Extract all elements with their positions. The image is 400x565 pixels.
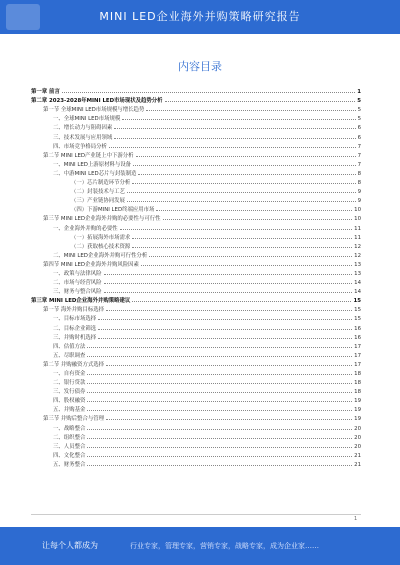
toc-entry-page: 10 xyxy=(354,216,361,223)
toc-entry-page: 21 xyxy=(354,452,361,459)
toc-entry-title: 第二节 并购融资方式选择 xyxy=(43,361,105,368)
toc-entry-title: 第三章 MINI LED企业海外并购策略建议 xyxy=(31,298,131,305)
toc-entry-title: 二、银行贷款 xyxy=(53,380,86,387)
toc-entry[interactable] xyxy=(31,232,361,241)
toc-entry[interactable] xyxy=(31,368,361,377)
dot-leader xyxy=(62,92,355,93)
toc-entry-page: 10 xyxy=(354,207,361,214)
toc-entry-page: 14 xyxy=(354,289,361,296)
toc-entry-title: 第一章 前言 xyxy=(31,89,60,96)
dot-leader xyxy=(87,347,352,348)
toc-entry-page: 17 xyxy=(354,352,361,359)
toc-entry-page: 8 xyxy=(357,180,361,187)
toc-entry-title: 二、市场与经营风险 xyxy=(53,280,102,287)
toc-entry-title: （二）获取核心技术资源 xyxy=(71,243,131,250)
dot-leader xyxy=(132,238,352,239)
toc-entry[interactable] xyxy=(31,141,361,150)
toc-entry-page: 8 xyxy=(357,170,361,177)
toc-entry[interactable] xyxy=(31,268,361,277)
document-title: MINI LED企业海外并购策略研究报告 xyxy=(99,10,301,23)
header-banner xyxy=(0,0,400,34)
toc-entry-title: 一、自有资金 xyxy=(53,371,86,377)
toc-entry-page: 21 xyxy=(354,461,361,468)
toc-entry-title: 四、股权融资 xyxy=(53,398,86,405)
toc-entry-page: 19 xyxy=(354,398,361,405)
toc-entry-page: 15 xyxy=(353,298,361,305)
toc-entry-title: 四、估值方法 xyxy=(53,343,86,350)
toc-entry[interactable] xyxy=(31,204,361,213)
toc-entry-page: 14 xyxy=(354,280,361,287)
toc-entry[interactable] xyxy=(31,186,361,195)
toc-entry-page: 16 xyxy=(354,334,361,341)
toc-entry-page: 19 xyxy=(354,407,361,414)
toc-entry-title: 三、财务与整合风险 xyxy=(53,289,102,296)
toc-entry-page: 12 xyxy=(354,243,361,250)
toc-entry-page: 12 xyxy=(354,252,361,259)
toc-entry[interactable] xyxy=(31,259,361,268)
toc-entry-page: 11 xyxy=(354,225,361,232)
toc-entry[interactable] xyxy=(31,422,361,431)
dot-leader xyxy=(136,156,356,157)
toc-entry-title: 三、人员整合 xyxy=(53,443,86,450)
toc-entry-page: 13 xyxy=(354,261,361,268)
toc-entry-title: 一、全球MINI LED市场规模 xyxy=(53,116,121,123)
toc-entry[interactable] xyxy=(31,159,361,168)
toc-entry[interactable] xyxy=(31,377,361,386)
toc-entry-title: 一、政策与法律风险 xyxy=(53,270,102,277)
toc-entry-page: 15 xyxy=(354,316,361,323)
toc-entry[interactable] xyxy=(31,213,361,222)
toc-entry-page: 17 xyxy=(354,361,361,368)
toc-entry-title: 五、尽职调查 xyxy=(53,352,86,359)
dot-leader xyxy=(149,256,352,257)
dot-leader xyxy=(106,310,352,311)
toc-entry[interactable] xyxy=(31,222,361,231)
toc-entry[interactable] xyxy=(31,104,361,113)
toc-entry-page: 9 xyxy=(357,189,361,196)
toc-entry-page: 18 xyxy=(354,389,361,396)
dot-leader xyxy=(120,229,352,230)
toc-entry[interactable] xyxy=(31,295,361,304)
toc-entry[interactable] xyxy=(31,113,361,122)
dot-leader xyxy=(87,456,352,457)
toc-entry[interactable] xyxy=(31,341,361,350)
toc-entry[interactable] xyxy=(31,332,361,341)
dot-leader xyxy=(87,429,352,430)
toc-entry[interactable] xyxy=(31,286,361,295)
toc-entry-title: 第三节 MINI LED企业海外并购的必要性与可行性 xyxy=(43,216,161,223)
toc-entry-title: 一、MINI LED上游原材料与设备 xyxy=(53,161,132,168)
toc-entry[interactable] xyxy=(31,350,361,359)
toc-entry-page: 5 xyxy=(357,98,361,105)
dot-leader xyxy=(122,119,355,120)
toc-entry[interactable] xyxy=(31,386,361,395)
toc-entry[interactable] xyxy=(31,395,361,404)
dot-leader xyxy=(87,410,352,411)
toc-entry[interactable] xyxy=(31,413,361,422)
toc-entry-title: （四）下游MINI LED终端应用市场 xyxy=(71,207,155,214)
dot-leader xyxy=(98,329,352,330)
toc-entry-title: 第四节 MINI LED企业海外并购风险因素 xyxy=(43,261,139,268)
toc-entry-title: （三）产业链协同发展 xyxy=(71,198,125,205)
dot-leader xyxy=(98,319,352,320)
toc-entry-page: 19 xyxy=(354,416,361,423)
toc-entry-title: 第一节 海外并购目标选择 xyxy=(43,307,105,314)
toc-entry-page: 7 xyxy=(357,143,361,150)
toc-entry[interactable] xyxy=(31,131,361,140)
dot-leader xyxy=(138,174,355,175)
dot-leader xyxy=(87,374,352,375)
toc-entry[interactable] xyxy=(31,250,361,259)
toc-entry-page: 13 xyxy=(354,270,361,277)
toc-entry[interactable] xyxy=(31,313,361,322)
toc-entry[interactable] xyxy=(31,86,361,95)
toc-entry-title: 五、并购基金 xyxy=(53,407,86,414)
toc-entry-title: （一）芯片制造环节分析 xyxy=(71,180,131,187)
toc-entry-title: （一）拓展海外市场需求 xyxy=(71,234,131,241)
dot-leader xyxy=(87,447,352,448)
dot-leader xyxy=(132,247,352,248)
dot-leader xyxy=(104,283,353,284)
toc-entry[interactable] xyxy=(31,122,361,131)
toc-entry-title: 三、技术发展与应用领域 xyxy=(53,134,113,141)
dot-leader xyxy=(106,365,352,366)
footer-banner xyxy=(0,527,400,565)
toc-entry[interactable] xyxy=(31,304,361,313)
dot-leader xyxy=(163,219,353,220)
toc-entry-page: 18 xyxy=(354,371,361,377)
dot-leader xyxy=(104,274,353,275)
dot-leader xyxy=(106,419,352,420)
toc-entry-page: 9 xyxy=(357,198,361,205)
toc-entry-title: 二、目标企业筛选 xyxy=(53,325,97,332)
toc-entry-page: 15 xyxy=(354,307,361,314)
toc-entry[interactable] xyxy=(31,359,361,368)
toc-entry[interactable] xyxy=(31,177,361,186)
footer-tagline: 行业专家，管理专家，营销专家，战略专家，成为企业家…… xyxy=(130,542,319,550)
toc-entry-title: 三、发行债券 xyxy=(53,389,86,396)
toc-entry-title: 第二节 MINI LED产业链上中下游分析 xyxy=(43,152,134,159)
toc-entry[interactable] xyxy=(31,195,361,204)
toc-heading: 内容目录 xyxy=(178,60,222,73)
toc-entry-page: 6 xyxy=(357,125,361,132)
dot-leader xyxy=(87,401,352,402)
toc-entry-page: 20 xyxy=(354,425,361,432)
toc-entry[interactable] xyxy=(31,95,361,104)
dot-leader xyxy=(109,147,356,148)
dot-leader xyxy=(87,383,352,384)
footer-divider xyxy=(31,514,361,515)
toc-entry-title: 一、目标市场选择 xyxy=(53,316,97,323)
toc-entry-title: 三、并购时机选择 xyxy=(53,334,97,341)
toc-entry-page: 18 xyxy=(354,380,361,387)
toc-entry-title: 五、财务整合 xyxy=(53,461,86,468)
dot-leader xyxy=(127,201,356,202)
table-of-contents xyxy=(31,86,361,468)
dot-leader xyxy=(114,128,355,129)
dot-leader xyxy=(87,438,352,439)
dot-leader xyxy=(127,192,356,193)
dot-leader xyxy=(98,338,352,339)
toc-entry-page: 17 xyxy=(354,343,361,350)
page-number: 1 xyxy=(354,516,358,522)
toc-entry-page: 11 xyxy=(354,234,361,241)
toc-entry-title: 四、文化整合 xyxy=(53,452,86,459)
toc-entry[interactable] xyxy=(31,168,361,177)
toc-entry-title: 二、增长动力与阻碍因素 xyxy=(53,125,113,132)
toc-entry[interactable] xyxy=(31,150,361,159)
dot-leader xyxy=(141,265,352,266)
footer-slogan: 让每个人都成为 xyxy=(42,541,98,550)
dot-leader xyxy=(133,165,356,166)
toc-entry-title: 二、MINI LED企业海外并购可行性分析 xyxy=(53,252,148,259)
toc-entry-title: （二）封装技术与工艺 xyxy=(71,189,125,196)
toc-entry[interactable] xyxy=(31,404,361,413)
toc-entry-title: 二、组织整合 xyxy=(53,434,86,441)
toc-entry[interactable] xyxy=(31,277,361,286)
toc-entry[interactable] xyxy=(31,441,361,450)
toc-entry-page: 16 xyxy=(354,325,361,332)
toc-entry-page: 20 xyxy=(354,434,361,441)
toc-entry[interactable] xyxy=(31,432,361,441)
toc-entry-title: 第一节 全球MINI LED市场规模与增长趋势 xyxy=(43,107,145,114)
toc-entry[interactable] xyxy=(31,459,361,468)
dot-leader xyxy=(114,138,355,139)
toc-entry[interactable] xyxy=(31,241,361,250)
toc-entry-page: 7 xyxy=(357,152,361,159)
toc-entry-title: 二、中游MINI LED芯片与封装制造 xyxy=(53,170,137,177)
dot-leader xyxy=(87,356,352,357)
dot-leader xyxy=(132,183,355,184)
dot-leader xyxy=(87,392,352,393)
toc-entry[interactable] xyxy=(31,450,361,459)
toc-entry-page: 5 xyxy=(357,107,361,114)
toc-entry-title: 四、市场竞争格局分析 xyxy=(53,143,107,150)
dot-leader xyxy=(104,292,353,293)
toc-entry-title: 第三节 并购后整合与管理 xyxy=(43,416,105,423)
dot-leader xyxy=(132,301,351,302)
dot-leader xyxy=(146,110,355,111)
toc-entry[interactable] xyxy=(31,322,361,331)
toc-entry-title: 一、企业海外并购的必要性 xyxy=(53,225,118,232)
dot-leader xyxy=(165,101,356,102)
toc-entry-title: 第二章 2023-2028年MINI LED市场现状及趋势分析 xyxy=(31,98,163,105)
toc-entry-page: 20 xyxy=(354,443,361,450)
toc-entry-title: 一、战略整合 xyxy=(53,425,86,432)
dot-leader xyxy=(156,210,352,211)
toc-entry-page: 1 xyxy=(357,89,361,96)
toc-entry-page: 7 xyxy=(357,161,361,168)
toc-entry-page: 6 xyxy=(357,134,361,141)
toc-entry-page: 5 xyxy=(357,116,361,123)
dot-leader xyxy=(87,465,352,466)
